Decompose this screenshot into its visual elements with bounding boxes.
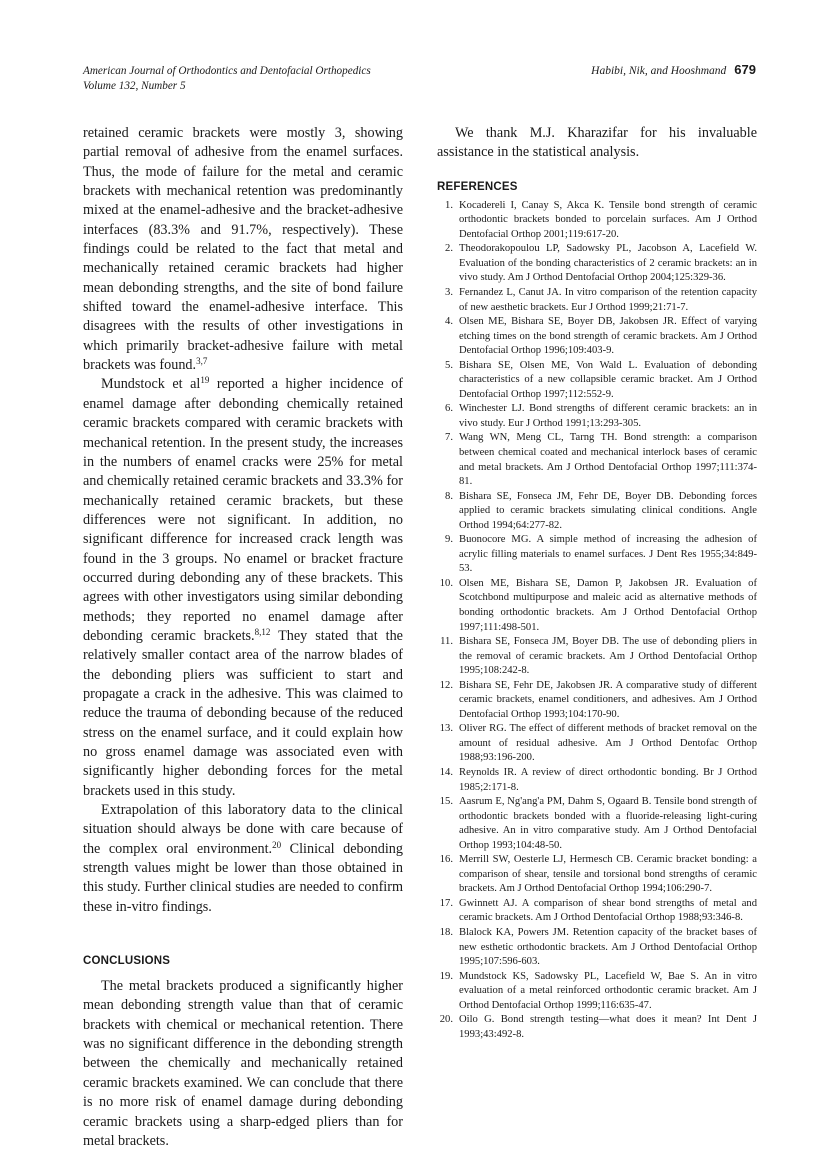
reference-item — [437, 199, 757, 243]
reference-item — [437, 431, 757, 489]
reference-text: Wang WN, Meng CL, Tarng TH. Bond strength: a comparison between chemical coated and mechanical interlock bases of ceramic and metal brackets. Am J Orthod Dentofacial Orthop 1997;111:374-81. — [459, 432, 757, 488]
reference-number: 17. — [439, 897, 453, 909]
paragraph: The metal brackets produced a significantly higher mean debonding strength value than that of ceramic brackets with chemical or mechanical retention. There was no significant difference in the debonding strength between the chemically and mechanically retained ceramic brackets examined. We can conclude that there is no more risk of enamel damage during debonding ceramic brackets using a sharp-edged pliers than for metal brackets. — [83, 978, 403, 1149]
reference-item — [437, 242, 757, 286]
reference-number: 12. — [439, 679, 453, 691]
reference-number: 15. — [439, 796, 453, 808]
reference-number: 16. — [439, 854, 453, 866]
reference-item — [437, 359, 757, 403]
page-number: 679 — [734, 62, 756, 77]
reference-item — [437, 897, 757, 926]
text: Extrapolation of this laboratory data to the clinical situation should always be done with care because of the complex oral environment. — [83, 802, 403, 857]
reference-number: 18. — [439, 927, 453, 939]
reference-text: Bishara SE, Fonseca JM, Boyer DB. The use of debonding pliers in the removal of ceramic brackets. Am J Orthod Dentofacial Orthop 1995;108:242-8. — [459, 636, 757, 677]
reference-list — [437, 199, 757, 1043]
citation: 20 — [272, 839, 282, 850]
running-header-left — [83, 64, 371, 93]
reference-item — [437, 795, 757, 853]
paragraph — [83, 801, 403, 917]
reference-item — [437, 635, 757, 679]
reference-text: Fernandez L, Canut JA. In vitro comparison of the retention capacity of new aesthetic brackets. Eur J Orthod 1999;21:71-7. — [459, 286, 757, 313]
journal-title: American Journal of Orthodontics and Dentofacial Orthopedics — [83, 65, 371, 77]
reference-text: Theodorakopoulou LP, Sadowsky PL, Jacobson A, Lacefield W. Evaluation of the bonding characteristics of 2 ceramic brackets: an in vivo study. Am J Orthod Dentofacial Orthop 2004;125:329-36. — [459, 243, 757, 284]
text: Mundstock et al — [101, 376, 201, 393]
reference-item — [437, 1013, 757, 1042]
text: retained ceramic brackets were mostly 3, showing partial removal of adhesive from the enamel surfaces. Thus, the mode of failure for the metal and ceramic brackets with mechanical retention was predominantly mixed at the enamel-adhesive and the bracket-adhesive interfaces (83.3% and 91.7%, respectively). These findings could be related to the fact that metal and mechanically retained ceramic brackets had higher mean debonding strengths, and the site of bond failure shifted toward the enamel-adhesive interface. This disagrees with the results of other investigations in which primarily bracket-adhesive failure with metal brackets was found. — [83, 125, 403, 374]
reference-text: Blalock KA, Powers JM. Retention capacity of the bracket bases of new esthetic orthodontic brackets. Am J Orthod Dentofacial Orthop 1995;107:596-603. — [459, 927, 757, 968]
reference-item — [437, 286, 757, 315]
reference-text: Oliver RG. The effect of different methods of bracket removal on the amount of residual adhesive. Am J Orthod Dentofac Orthop 1988;93:196-200. — [459, 723, 757, 764]
reference-number: 20. — [439, 1014, 453, 1026]
citation: 8,12 — [254, 626, 271, 637]
acknowledgment: We thank M.J. Kharazifar for his invaluable assistance in the statistical analysis. — [437, 125, 757, 161]
reference-text: Bishara SE, Fehr DE, Jakobsen JR. A comparative study of different ceramic brackets, enamel conditioners, and adhesives. Am J Orthod Dentofacial Orthop 1993;104:170-90. — [459, 679, 757, 720]
reference-text: Olsen ME, Bishara SE, Damon P, Jakobsen JR. Evaluation of Scotchbond multipurpose and maleic acid as alternative methods of bonding orthodontic brackets. Am J Orthod Dentofacial Orthop 1997;111:498-501. — [459, 577, 757, 633]
reference-number: 5. — [445, 359, 453, 371]
author-names: Habibi, Nik, and Hooshmand — [591, 65, 727, 77]
references-heading: REFERENCES — [437, 180, 518, 193]
reference-item — [437, 402, 757, 431]
reference-item — [437, 722, 757, 766]
reference-text: Bishara SE, Fonseca JM, Fehr DE, Boyer DB. Debonding forces applied to ceramic brackets simulating clinical conditions. Angle Orthod 1994;64:277-82. — [459, 490, 757, 531]
reference-item — [437, 577, 757, 635]
reference-number: 3. — [445, 286, 453, 298]
reference-text: Winchester LJ. Bond strengths of different ceramic brackets: an in vivo study. Eur J Orthod 1991;13:293-305. — [459, 403, 757, 429]
reference-text: Merrill SW, Oesterle LJ, Hermesch CB. Ceramic bracket bonding: a comparison of shear, tensile and torsional bond strengths of ceramic brackets. Am J Orthod Dentofacial Orthop 1994;106:290-7. — [459, 854, 757, 895]
reference-number: 2. — [445, 243, 453, 255]
reference-text: Olsen ME, Bishara SE, Boyer DB, Jakobsen JR. Effect of varying etching times on the bond strength of ceramic brackets. Am J Orthod Dentofacial Orthop 1996;109:403-9. — [459, 316, 757, 357]
citation: 3,7 — [196, 356, 208, 367]
reference-text: Gwinnett AJ. A comparison of shear bond strengths of metal and ceramic brackets. Am J Orthod Dentofacial Orthop 1988;93:346-8. — [459, 897, 757, 924]
journal-volume: Volume 132, Number 5 — [83, 79, 186, 92]
reference-number: 11. — [440, 636, 453, 648]
reference-item — [437, 490, 757, 534]
reference-text: Oilo G. Bond strength testing—what does it mean? Int Dent J 1993;43:492-8. — [459, 1014, 757, 1040]
reference-number: 4. — [445, 316, 453, 328]
reference-number: 8. — [445, 490, 453, 502]
paragraph — [83, 124, 403, 375]
reference-item — [437, 315, 757, 359]
reference-item — [437, 853, 757, 897]
reference-text: Kocadereli I, Canay S, Akca K. Tensile bond strength of ceramic orthodontic brackets bonded to porcelain surfaces. Am J Orthod Dentofacial Orthop 2001;119:617-20. — [459, 199, 757, 240]
conclusions-heading: CONCLUSIONS — [83, 955, 171, 968]
reference-number: 9. — [445, 534, 453, 546]
running-header-right — [591, 62, 756, 77]
reference-number: 14. — [439, 767, 453, 779]
reference-text: Bishara SE, Olsen ME, Von Wald L. Evaluation of debonding characteristics of a new collapsible ceramic bracket. Am J Orthod Dentofacial Orthop 1997;112:552-9. — [459, 359, 757, 400]
reference-number: 10. — [439, 577, 453, 589]
paragraph — [83, 375, 403, 801]
reference-number: 13. — [439, 723, 453, 735]
reference-item — [437, 766, 757, 795]
reference-number: 7. — [445, 432, 453, 444]
text: Clinical debonding strength values might be lower than those obtained in this study. Further clinical studies are needed to confirm these in-vitro findings. — [83, 840, 403, 915]
reference-item — [437, 533, 757, 577]
reference-text: Aasrum E, Ng'ang'a PM, Dahm S, Ogaard B. Tensile bond strength of orthodontic brackets bonded with a fluoride-releasing light-curing adhesive. An in vitro comparative study. Am J Orthod Dentofacial Orthop 1993;104:48-50. — [459, 796, 757, 851]
reference-number: 19. — [439, 970, 453, 982]
reference-item — [437, 679, 757, 723]
reference-item — [437, 926, 757, 970]
text: They stated that the relatively smaller contact area of the narrow blades of the debonding pliers was sufficient to start and propagate a crack in the adhesive. This was claimed to reduce the trauma of debonding because of the reduced stress on the enamel surface, and it could explain how no gross enamel damage was associated even with significantly higher debonding forces for the metal brackets used in this study. — [83, 627, 403, 799]
text: reported a higher incidence of enamel damage after debonding chemically retained ceramic brackets compared with ceramic brackets with mechanical retention. In the present study, the increases in the numbers of enamel cracks were 25% for metal and chemically retained ceramic brackets and 33.3% for mechanically retained ceramic brackets, but these differences were not significant. In addition, no significant difference for increased crack length was found in the 3 groups. No enamel or bracket fracture occurred during debonding any of these brackets. This agrees with other investigators using similar debonding methods; they reported no enamel damage after debonding ceramic brackets. — [83, 376, 403, 644]
reference-item — [437, 970, 757, 1014]
reference-text: Mundstock KS, Sadowsky PL, Lacefield W, Bae S. An in vitro evaluation of a metal reinforced orthodontic ceramic bracket. Am J Orthod Dentofacial Orthop 1999;116:635-47. — [459, 970, 757, 1011]
left-column — [83, 124, 403, 1151]
citation: 19 — [200, 375, 210, 386]
reference-text: Buonocore MG. A simple method of increasing the adhesion of acrylic filling materials to enamel surfaces. J Dent Res 1955;34:849-53. — [459, 534, 757, 575]
reference-number: 6. — [445, 403, 453, 415]
reference-text: Reynolds IR. A review of direct orthodontic bonding. Br J Orthod 1985;2:171-8. — [459, 767, 757, 793]
right-column — [437, 124, 757, 1042]
reference-number: 1. — [445, 199, 453, 211]
